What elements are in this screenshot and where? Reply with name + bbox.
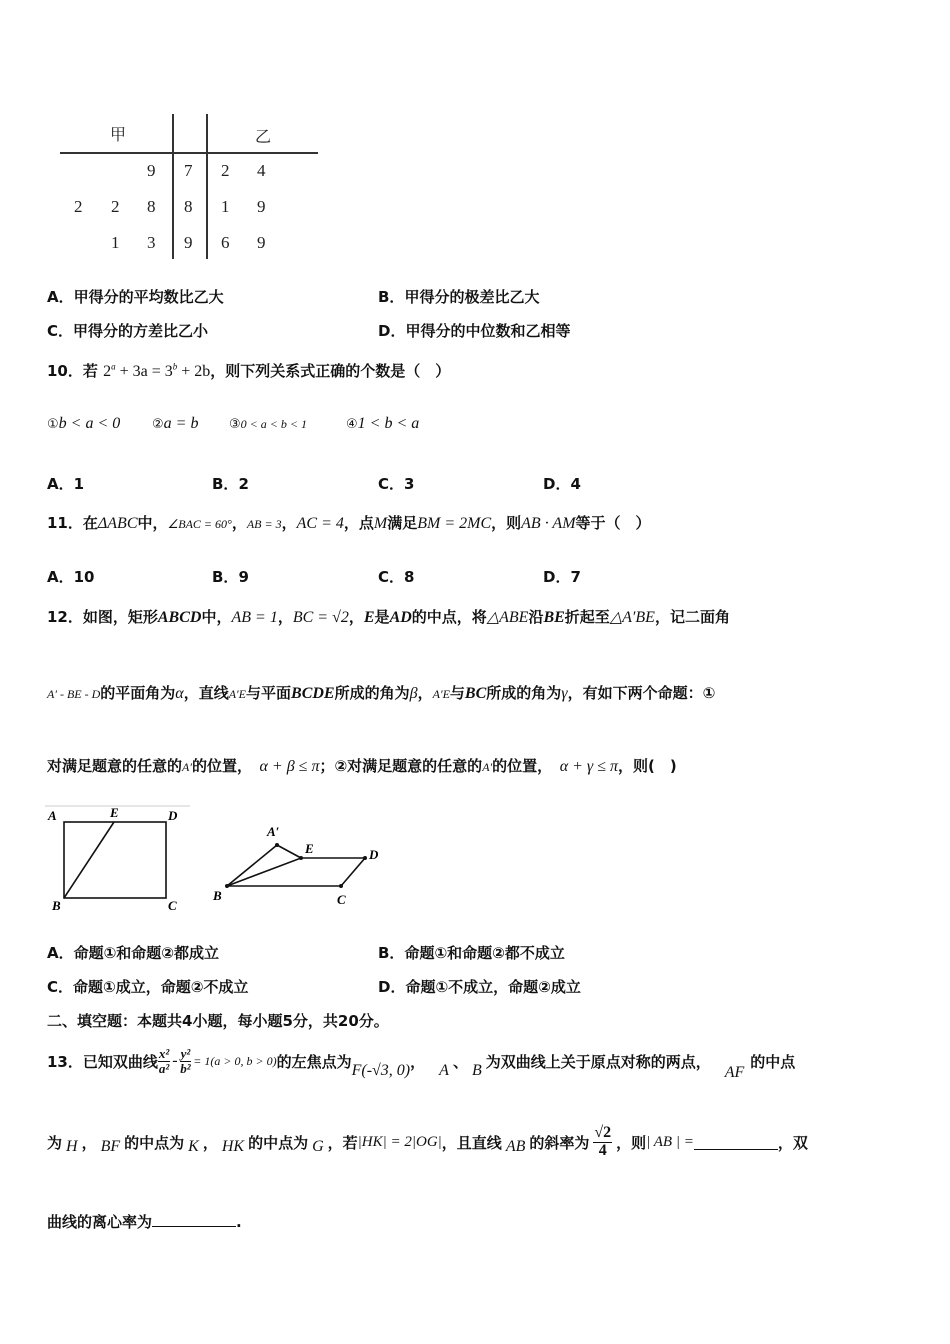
table-vline-left xyxy=(172,114,174,259)
q10-item-3: ③0 < a < b < 1 xyxy=(229,417,307,432)
frac-x2-a2: $\frac{\text{x²}}{\text{a²}}$ xyxy=(158,1045,170,1076)
q12-line-1: 12．如图，矩形ABCD中，AB = 1，BC = √2，E是AD的中点，将△ABE沿BE折起至△A′BE，记二面角 xyxy=(47,608,730,626)
q12-option-a: A．命题①和命题②都成立 xyxy=(47,944,220,962)
table-header-left: 甲 xyxy=(110,125,127,144)
q9-option-c: C．甲得分的方差比乙小 xyxy=(47,322,209,340)
fig1-label-a: A xyxy=(48,808,57,823)
q11-option-d: D．7 xyxy=(543,568,581,586)
leaf-left-r2-1: 3 xyxy=(147,233,156,252)
q10-option-b: B．2 xyxy=(212,475,249,493)
table-vline-right xyxy=(206,114,208,259)
answer-blank-eccentricity[interactable] xyxy=(152,1212,236,1227)
q9-option-b: B．甲得分的极差比乙大 xyxy=(378,288,540,306)
q9-option-d: D．甲得分的中位数和乙相等 xyxy=(378,322,571,340)
q11-stem: 11．在ΔABC中，∠BAC = 60°，AB = 3，AC = 4，点M满足BM = 2MC，则AB · AM等于（ ） xyxy=(47,514,651,532)
leaf-left-r1-0: 2 xyxy=(74,197,83,216)
leaf-right-r1-0: 1 xyxy=(221,197,230,216)
section-title: 二、填空题：本题共4小题，每小题5分，共20分。 xyxy=(47,1012,389,1030)
fig2-label-b: B xyxy=(213,888,222,903)
answer-blank-ab[interactable] xyxy=(694,1135,778,1150)
leaf-right-r2-0: 6 xyxy=(221,233,230,252)
q12-option-d: D．命题①不成立，命题②成立 xyxy=(378,978,581,996)
q11-option-a: A．10 xyxy=(47,568,95,586)
q10-option-d: D．4 xyxy=(543,475,581,493)
fig1-label-d: D xyxy=(168,808,178,823)
fig2-label-d: D xyxy=(369,847,379,862)
leaf-left-r1-2: 8 xyxy=(147,197,156,216)
fig2-label-c: C xyxy=(337,892,346,907)
table-header-right: 乙 xyxy=(255,127,272,146)
q10-stem: 10．若 $2^a + 3a = 3^b + 2b$，则下列关系式正确的个数是（ ） xyxy=(47,361,451,380)
rectangle-abcd xyxy=(64,822,166,898)
q10-item-2: ②a = b xyxy=(152,415,199,432)
stem-r0: 7 xyxy=(184,161,193,180)
q9-option-a: A．甲得分的平均数比乙大 xyxy=(47,288,224,306)
segment-ae xyxy=(277,845,301,858)
segment-ba xyxy=(227,845,277,886)
q10-option-c: C．3 xyxy=(378,475,415,493)
q10-option-a: A．1 xyxy=(47,475,85,493)
q12-figure-rectangle xyxy=(40,800,200,920)
stem-r2: 9 xyxy=(184,233,193,252)
q12-line-3: 对满足题意的任意的A′的位置， α + β ≤ π；②对满足题意的任意的A′的位置， α + γ ≤ π，则( ) xyxy=(47,757,677,775)
fig1-label-c: C xyxy=(168,898,177,913)
q13-line-3: 曲线的离心率为 . xyxy=(47,1213,242,1231)
fig2-label-e: E xyxy=(305,841,314,856)
q10-item-1: ①b < a < 0 xyxy=(47,415,121,432)
segment-be xyxy=(64,822,114,898)
q12-option-b: B．命题①和命题②都不成立 xyxy=(378,944,565,962)
q12-figure-folded xyxy=(205,818,395,913)
q13-line-1: 13．已知双曲线 $\frac{\text{x²}}{\text{a²}}$ - $\frac{\text{y²}}{\text{b²}}$ = 1(a > 0, b > 0) 的左焦点为 F(-√3, 0) ， A 、 B 为双曲线上关于原点对称的两点， AF 的中点 xyxy=(47,1045,796,1081)
fig1-label-b: B xyxy=(52,898,61,913)
frac-y2-b2: $\frac{\text{y²}}{\text{b²}}$ xyxy=(180,1045,191,1076)
leaf-left-r2-0: 1 xyxy=(111,233,120,252)
stem-leaf-table xyxy=(55,112,325,262)
leaf-right-r0-1: 4 xyxy=(257,161,266,180)
q12-line-2: A′ - BE - D的平面角为α，直线A′E与平面BCDE所成的角为β，A′E与BC所成的角为γ，有如下两个命题：① xyxy=(47,684,716,702)
leaf-right-r0-0: 2 xyxy=(221,161,230,180)
q10-item-4: ④1 < b < a xyxy=(346,415,420,432)
stem-r1: 8 xyxy=(184,197,193,216)
fig1-label-e: E xyxy=(110,805,119,820)
q13-line-2: 为 H ， BF 的中点为 K ， HK 的中点为 G ，若 |HK| = 2|OG| ，且直线 AB 的斜率为 $\frac{√2}{4}$ ，则 | AB | = ，双 xyxy=(47,1124,808,1159)
q11-option-b: B．9 xyxy=(212,568,249,586)
leaf-left-r0-0: 9 xyxy=(147,161,156,180)
frac-slope: $\frac{√2}{4}$ xyxy=(594,1124,612,1159)
q11-option-c: C．8 xyxy=(378,568,415,586)
parallelogram-bcde xyxy=(227,858,365,886)
q12-option-c: C．命题①成立，命题②不成立 xyxy=(47,978,249,996)
leaf-right-r2-1: 9 xyxy=(257,233,266,252)
fig2-label-a: A′ xyxy=(267,824,280,839)
leaf-left-r1-1: 2 xyxy=(111,197,120,216)
leaf-right-r1-1: 9 xyxy=(257,197,266,216)
table-header-divider xyxy=(60,152,318,154)
